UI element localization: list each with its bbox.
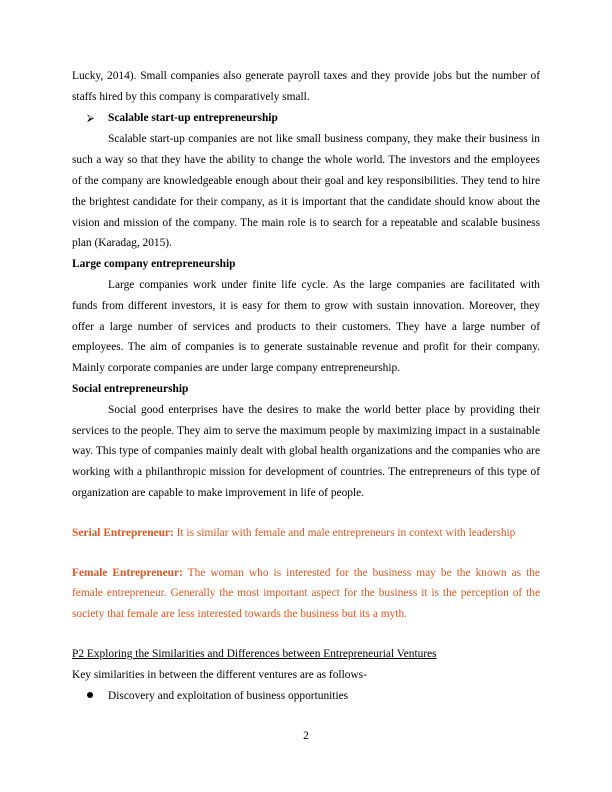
intro-paragraph: Lucky, 2014). Small companies also generate payroll taxes and they provide jobs but the number of staffs hired by this company is comparatively small.: [72, 70, 540, 103]
social-heading: Social entrepreneurship: [72, 382, 189, 395]
list-item-text: Discovery and exploitation of business opportunities: [108, 689, 349, 702]
female-entrepreneur-text: The woman who is interested for the business may be the known as the female entrepreneur. Generally the most important aspect for the business it is the perception of the society that female are less interested towards the business but its a myth.: [72, 566, 540, 621]
serial-entrepreneur-text: It is similar with female and male entrepreneurs in context with leadership: [173, 526, 516, 539]
serial-entrepreneur-label: Serial Entrepreneur:: [72, 526, 174, 539]
page-number: 2: [303, 730, 309, 742]
filled-circle-bullet-icon: [72, 686, 108, 707]
scalable-heading-line: [72, 108, 540, 130]
similarities-intro: Key similarities in between the different ventures are as follows-: [72, 668, 367, 681]
large-company-paragraph: Large companies work under finite life cycle. As the large companies are facilitated with funds from different investors, it is easy for them to grow with sustain innovation. Moreover, they offer a large number of services and products to their customers. They have a large number of employees. The aim of companies is to generate sustainable revenue and profit for their company. Mainly corporate companies are under large company entrepreneurship.: [72, 278, 540, 375]
serial-entrepreneur-paragraph: [72, 523, 540, 544]
social-paragraph: Social good enterprises have the desires to make the world better place by providing their services to the people. They aim to serve the maximum people by maximizing impact in a sustainable way. This type of companies mainly dealt with global health organizations and the companies who are working with a philanthropic mission for development of countries. The entrepreneurs of this type of organization are capable to make improvement in life of people.: [72, 403, 540, 499]
large-company-heading: Large company entrepreneurship: [72, 258, 236, 271]
p2-heading: P2 Exploring the Similarities and Differences between Entrepreneurial Ventures: [72, 647, 437, 660]
arrowhead-bullet-icon: ⮚: [87, 112, 95, 124]
female-entrepreneur-label: Female Entrepreneur:: [72, 566, 183, 579]
document-page: [72, 66, 540, 706]
list-item: [72, 686, 540, 707]
p2-heading-line: [72, 644, 540, 665]
female-entrepreneur-paragraph: [72, 563, 540, 625]
scalable-paragraph: Scalable start-up companies are not like small business company, they make their business in such a way so that they have the ability to change the whole world. The investors and the employees of the company are knowledgeable enough about their goal and key responsibilities. They tend to hire the brightest candidate for their company, as it is important that the candidate should know about the vision and mission of the company. The main role is to search for a repeatable and scalable business plan (Karadag, 2015).: [72, 133, 540, 250]
scalable-heading: Scalable start-up entrepreneurship: [108, 111, 278, 124]
